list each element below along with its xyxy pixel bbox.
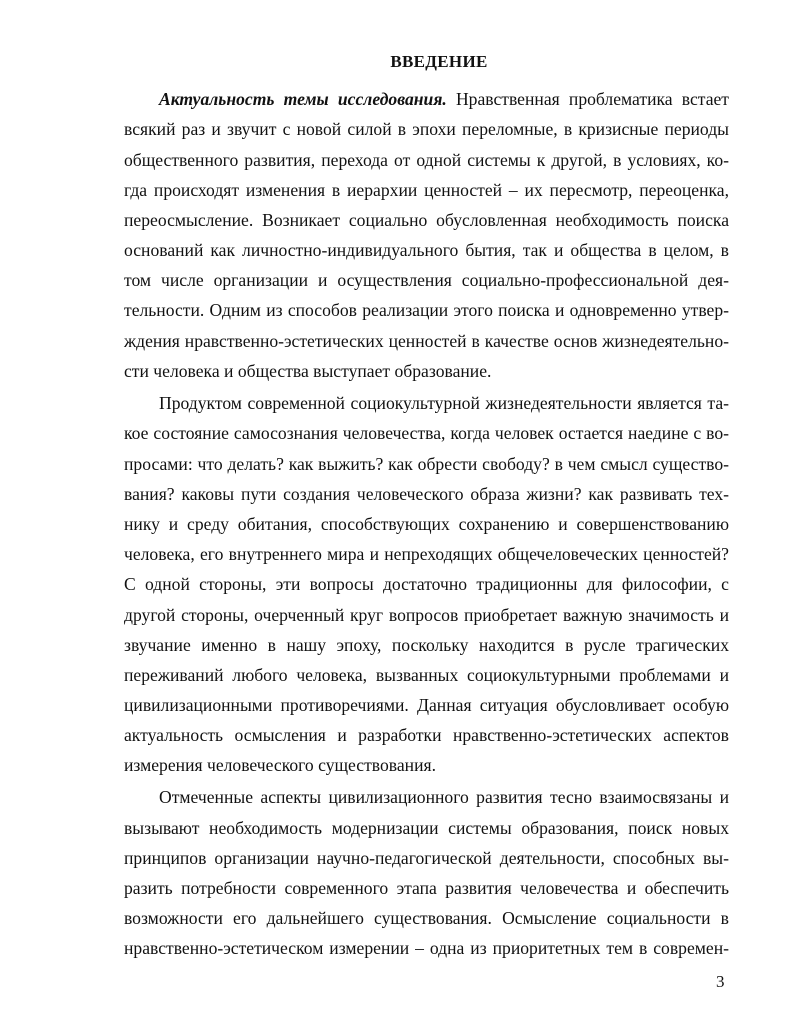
paragraph-line: Актуальность темы исследования. Нравственная проблематика встает [159, 89, 729, 109]
paragraph-line: сти человека и общества выступает образование. [124, 361, 492, 381]
paragraph-line: общественного развития, перехода от одной системы к другой, в условиях, ко- [124, 150, 729, 170]
paragraph-line: нравственно-эстетическом измерении – одна из приоритетных тем в современ- [124, 938, 729, 958]
paragraph-line: разить потребности современного этапа развития человечества и обеспечить [124, 878, 729, 898]
paragraph-line: том числе организации и осуществления социально-профессиональной дея- [124, 270, 729, 290]
page-number: 3 [716, 972, 725, 991]
paragraph-line: Продуктом современной социокультурной жизнедеятельности является та- [159, 393, 729, 413]
paragraph-line: вызывают необходимость модернизации системы образования, поиск новых [124, 818, 729, 838]
paragraph-line: Отмеченные аспекты цивилизационного развития тесно взаимосвязаны и [159, 787, 729, 807]
paragraph-line: ждения нравственно-эстетических ценностей в качестве основ жизнедеятельно- [124, 331, 729, 351]
paragraph-line: звучание именно в нашу эпоху, поскольку находится в русле трагических [124, 635, 729, 655]
paragraph-line: оснований как личностно-индивидуального бытия, так и общества в целом, в [124, 240, 729, 260]
paragraph-line: измерения человеческого существования. [124, 755, 436, 775]
paragraph-line: принципов организации научно-педагогической деятельности, способных вы- [124, 848, 729, 868]
paragraph-line: возможности его дальнейшего существования. Осмысление социальности в [124, 908, 729, 928]
paragraph-line: С одной стороны, эти вопросы достаточно традиционны для философии, с [124, 574, 729, 594]
paragraph-line: актуальность осмысления и разработки нравственно-эстетических аспектов [124, 725, 729, 745]
paragraph-line: цивилизационными противоречиями. Данная ситуация обусловливает особую [124, 695, 729, 715]
paragraph-line: переживаний любого человека, вызванных социокультурными проблемами и [124, 665, 729, 685]
paragraph-line: вания? каковы пути создания человеческого образа жизни? как развивать тех- [124, 484, 729, 504]
paragraph-line: нику и среду обитания, способствующих сохранению и совершенствованию [124, 514, 729, 534]
paragraph-line: всякий раз и звучит с новой силой в эпохи переломные, в кризисные периоды [124, 119, 729, 139]
paragraph-line: человека, его внутреннего мира и непреходящих общечеловеческих ценностей? [124, 544, 729, 564]
page-title: ВВЕДЕНИЕ [390, 52, 488, 71]
section-lead-heading: Актуальность темы исследования. [159, 89, 447, 109]
paragraph-line: другой стороны, очерченный круг вопросов приобретает важную значимость и [124, 605, 729, 625]
paragraph-line: кое состояние самосознания человечества, когда человек остается наедине с во- [124, 423, 729, 443]
paragraph-line: гда происходят изменения в иерархии ценностей – их пересмотр, переоценка, [124, 180, 729, 200]
paragraph-line: тельности. Одним из способов реализации этого поиска и одновременно утвер- [124, 300, 729, 320]
paragraph-line: переосмысление. Возникает социально обусловленная необходимость поиска [124, 210, 729, 230]
paragraph-line: просами: что делать? как выжить? как обрести свободу? в чем смысл существо- [124, 454, 729, 474]
